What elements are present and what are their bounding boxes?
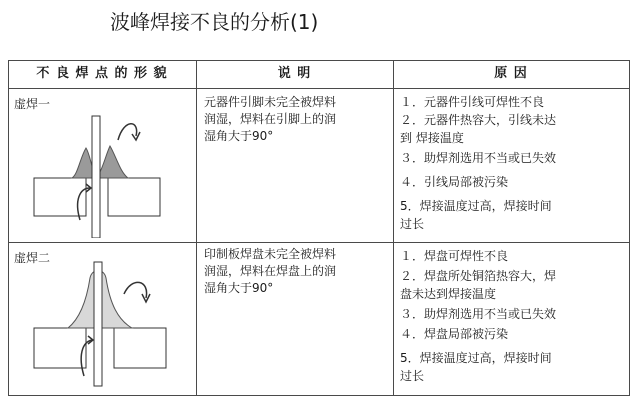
defect-table (8, 60, 630, 396)
column-divider-2 (393, 60, 394, 396)
cause-line: 5．焊接温度过高，焊接时间 (400, 351, 552, 365)
description-line: 润湿，焊料在引脚上的润 (204, 112, 337, 126)
cause-line: ２．焊盘所处铜箔热容大，焊 (400, 269, 557, 283)
cold-joint-pad-figure (28, 258, 178, 390)
cause-line: ４．焊盘局部被污染 (400, 327, 509, 341)
description-line: 润湿，焊料在焊盘上的润 (204, 264, 337, 278)
row-divider (8, 242, 630, 243)
table-border-bottom (8, 395, 630, 396)
table-border-left (8, 60, 9, 396)
header-appearance: 不 良 焊 点 的 形 貌 (36, 66, 168, 81)
cause-line: ３．助焊剂选用不当或已失效 (400, 307, 557, 321)
cause-line: 盘未达到焊接温度 (400, 287, 497, 301)
table-border-right (629, 60, 630, 396)
header-description: 说 明 (277, 66, 312, 81)
header-cause: 原 因 (494, 66, 528, 81)
cold-joint-lead-figure (28, 110, 178, 238)
cause-line: ３．助焊剂选用不当或已失效 (400, 151, 557, 165)
cause-line: 过长 (400, 369, 425, 383)
cause-line: 过长 (400, 217, 425, 231)
row-label: 虚焊一 (14, 97, 51, 111)
cause-line: １．焊盘可焊性不良 (400, 249, 509, 263)
header-divider (8, 88, 630, 89)
column-divider-1 (196, 60, 197, 396)
cause-line: ４．引线局部被污染 (400, 175, 509, 189)
description-line: 元器件引脚未完全被焊料 (204, 95, 337, 109)
description-line: 湿角大于90° (204, 129, 274, 143)
cause-line: 5．焊接温度过高，焊接时间 (400, 199, 552, 213)
description-line: 印制板焊盘未完全被焊料 (204, 247, 337, 261)
cause-line: ２．元器件热容大，引线未达 (400, 113, 557, 127)
cause-line: １．元器件引线可焊性不良 (400, 95, 545, 109)
page-title: 波峰焊接不良的分析(1) (110, 10, 319, 34)
table-border-top (8, 60, 630, 61)
cause-line: 到 焊接温度 (400, 131, 464, 145)
description-line: 湿角大于90° (204, 281, 274, 295)
row-label: 虚焊二 (14, 251, 51, 265)
